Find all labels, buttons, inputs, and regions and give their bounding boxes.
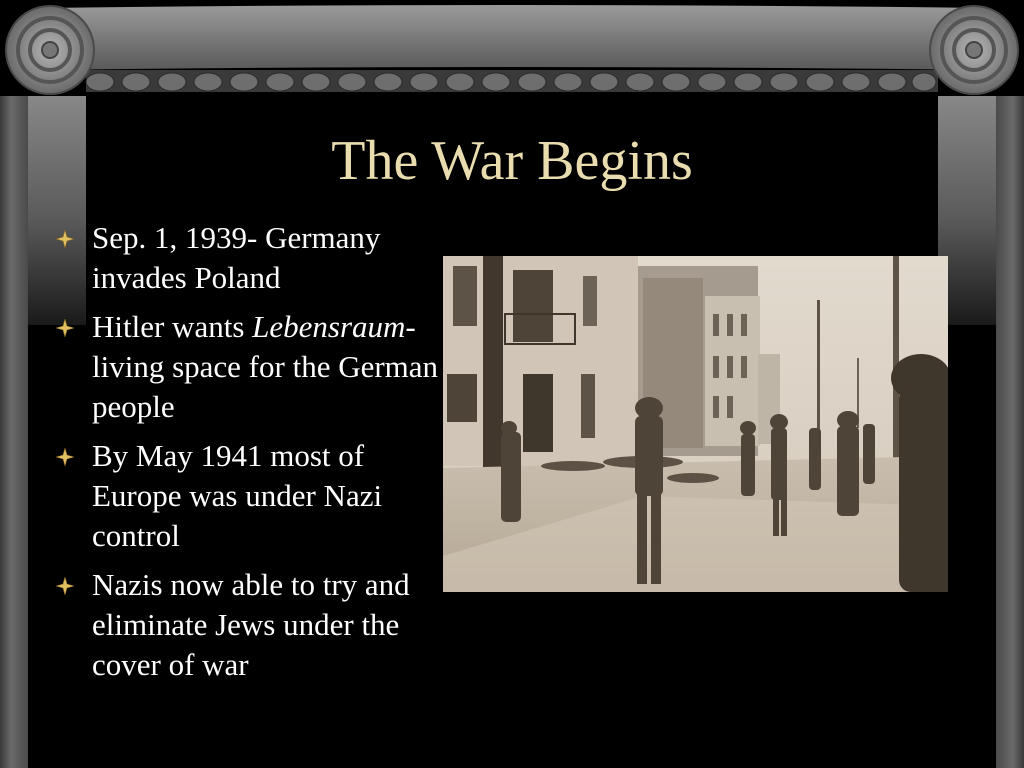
bullet-text: Sep. 1, 1939- Germany invades Poland: [92, 220, 381, 295]
slide-title: The War Begins: [331, 130, 693, 192]
bullet-item: [50, 218, 450, 298]
historical-photo: [443, 256, 948, 592]
bullet-item: [50, 307, 450, 427]
sepia-photograph-icon: [443, 256, 948, 592]
ionic-capital-decoration: [0, 0, 1024, 96]
bullet-text-prefix: Hitler wants: [92, 309, 253, 344]
bullet-list: [50, 218, 450, 694]
bullet-text: By May 1941 most of Europe was under Nazi control: [92, 438, 383, 553]
bullet-item: [50, 565, 450, 685]
bullet-item: [50, 436, 450, 556]
bullet-text: Nazis now able to try and eliminate Jews under the cover of war: [92, 567, 410, 682]
bullet-text-suffix: -living space for the German people: [92, 309, 439, 424]
diamond-star-bullet-icon: [56, 230, 74, 248]
right-column-frame: [996, 0, 1024, 768]
diamond-star-bullet-icon: [56, 448, 74, 466]
diamond-star-bullet-icon: [56, 577, 74, 595]
left-column-frame: [0, 0, 28, 768]
bullet-text-italic: Lebensraum: [252, 309, 406, 344]
diamond-star-bullet-icon: [56, 319, 74, 337]
